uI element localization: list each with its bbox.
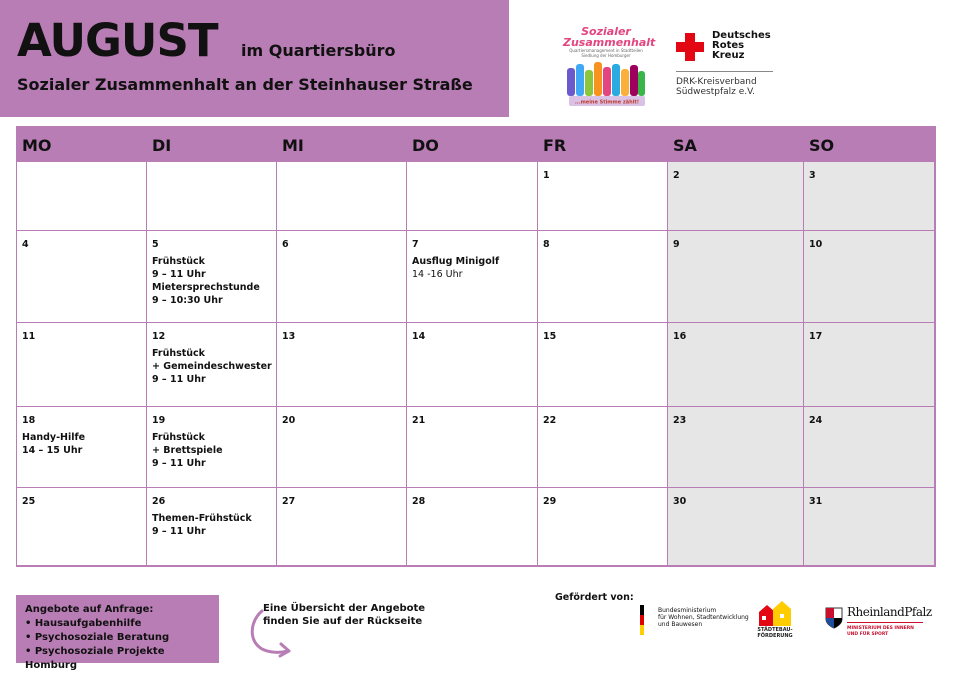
day-cell [668,162,804,231]
rlp-ministry-line: MINISTERIUM DES INNERN [847,626,914,631]
day-cell [277,323,407,407]
day-number: 11 [22,331,36,342]
drk-name-line3: Kreuz [712,50,745,61]
bmwsb-text [658,607,749,628]
day-cell [668,323,804,407]
day-number: 28 [412,496,426,507]
day-number: 17 [809,331,823,342]
day-cell [668,231,804,323]
event-line: Frühstück [152,348,206,359]
event-line: 9 – 11 Uhr [152,269,206,280]
day-cell [538,407,668,488]
drk-name [712,31,771,61]
sponsor-label: Gefördert von: [555,592,634,603]
red-cross-icon [676,33,704,61]
weekday-header: FR [538,127,668,162]
overview-note [263,602,425,628]
day-number: 21 [412,415,426,426]
rlp-name: RheinlandPfalz [847,605,932,619]
day-cell [407,323,538,407]
event-line: Themen-Frühstück [152,513,252,524]
project-subtitle: Sozialer Zusammenhalt an der Steinhauser Straße [17,75,473,94]
event-line: + Brettspiele [152,445,223,456]
day-cell [804,231,935,323]
day-cell [17,231,147,323]
rlp-ministry [847,626,914,638]
day-number: 31 [809,496,823,507]
sz-logo-line2: Zusammenhalt [563,36,656,49]
day-cell [538,231,668,323]
event-line: 9 – 11 Uhr [152,526,206,537]
day-cell [17,407,147,488]
day-cell [277,231,407,323]
requests-title: Angebote auf Anfrage: [25,604,154,615]
day-cell [277,488,407,566]
drk-sub-line1: DRK-Kreisverband [676,77,757,87]
overview-note-line2: finden Sie auf der Rückseite [263,616,423,627]
sozialer-zusammenhalt-logo [563,25,656,108]
event-line: + Gemeindeschwester [152,361,272,372]
day-cell [17,162,147,231]
event-line: 9 – 10:30 Uhr [152,295,223,306]
day-cell [668,407,804,488]
day-cell [277,407,407,488]
calendar-grid [16,126,936,567]
day-number: 14 [412,331,426,342]
day-number: 29 [543,496,557,507]
drk-sub-line2: Südwestpfalz e.V. [676,87,755,97]
month-title: AUGUST [17,14,218,67]
bmwsb-line: Bundesministerium [658,607,717,614]
drk-divider [676,71,773,72]
day-number: 5 [152,239,159,250]
day-number: 19 [152,415,166,426]
day-number: 26 [152,496,166,507]
day-cell [668,488,804,566]
day-number: 2 [673,170,680,181]
day-cell [804,162,935,231]
sz-logo-banner: ...meine Stimme zählt! [574,99,640,106]
rlp-divider [847,622,923,623]
day-number: 25 [22,496,36,507]
day-cell [147,162,277,231]
event-line: Frühstück [152,256,206,267]
day-number: 7 [412,239,419,250]
day-cell [147,407,277,488]
raised-hands-icon [565,62,647,108]
day-cell [147,323,277,407]
day-number: 8 [543,239,550,250]
header-box [0,0,509,117]
day-number: 9 [673,239,680,250]
sz-logo-tiny1: Quartiersmanagement in Stadtteilen [569,48,643,53]
sz-logo-line1: Sozialer [581,25,631,38]
day-number: 18 [22,415,36,426]
staedtebau-line: STÄDTEBAU- [757,627,793,633]
day-cell [407,231,538,323]
day-cell [804,407,935,488]
overview-note-line1: Eine Übersicht der Angebote [263,603,426,614]
requests-item: • Hausaufgabenhilfe [25,618,142,629]
drk-name-line2: Rotes [712,40,745,51]
weekday-header: DI [147,127,277,162]
day-number: 30 [673,496,687,507]
event-line: Mietersprechstunde [152,282,260,293]
sz-logo-tiny2: Siedlung der Homburger [581,53,631,58]
day-number: 1 [543,170,550,181]
day-number: 24 [809,415,823,426]
day-number: 13 [282,331,296,342]
weekday-header: SO [804,127,935,162]
staedtebau-line: FÖRDERUNG [757,633,793,639]
day-cell [804,323,935,407]
day-cell [407,162,538,231]
houses-icon [755,600,795,626]
event-line: 9 – 11 Uhr [152,374,206,385]
day-cell [538,323,668,407]
german-flag-icon [640,605,644,635]
day-number: 20 [282,415,296,426]
crest-icon [825,607,843,629]
bmwsb-line: für Wohnen, Stadtentwicklung [658,614,749,621]
day-number: 3 [809,170,816,181]
weekday-header: DO [407,127,538,162]
event-line: Frühstück [152,432,206,443]
day-cell [17,488,147,566]
day-cell [147,488,277,566]
requests-item: • Psychosoziale Beratung [25,632,170,643]
day-cell [538,162,668,231]
day-cell [407,488,538,566]
day-number: 23 [673,415,687,426]
day-cell [277,162,407,231]
event-line: Ausflug Minigolf [412,256,500,267]
drk-subtitle [676,77,757,97]
day-number: 6 [282,239,289,250]
bmwsb-line: und Bauwesen [658,621,703,628]
day-cell [17,323,147,407]
staedtebau-text [755,627,795,639]
day-number: 22 [543,415,557,426]
requests-item: • Psychosoziale Projekte Homburg [25,646,165,671]
event-line: 14 -16 Uhr [412,269,463,280]
rlp-ministry-line: UND FÜR SPORT [847,632,889,637]
requests-box [16,595,219,671]
day-number: 10 [809,239,823,250]
day-number: 12 [152,331,166,342]
day-number: 15 [543,331,557,342]
event-line: Handy-Hilfe [22,432,86,443]
day-cell [804,488,935,566]
day-cell [407,407,538,488]
day-number: 16 [673,331,687,342]
staedtebaufoerderung-logo [755,600,795,648]
weekday-header: SA [668,127,804,162]
weekday-header: MI [277,127,407,162]
day-cell [147,231,277,323]
event-line: 14 – 15 Uhr [22,445,83,456]
day-number: 27 [282,496,296,507]
event-line: 9 – 11 Uhr [152,458,206,469]
location-subtitle: im Quartiersbüro [241,41,396,60]
day-cell [538,488,668,566]
weekday-header: MO [17,127,147,162]
drk-name-line1: Deutsches [712,30,771,41]
day-number: 4 [22,239,29,250]
